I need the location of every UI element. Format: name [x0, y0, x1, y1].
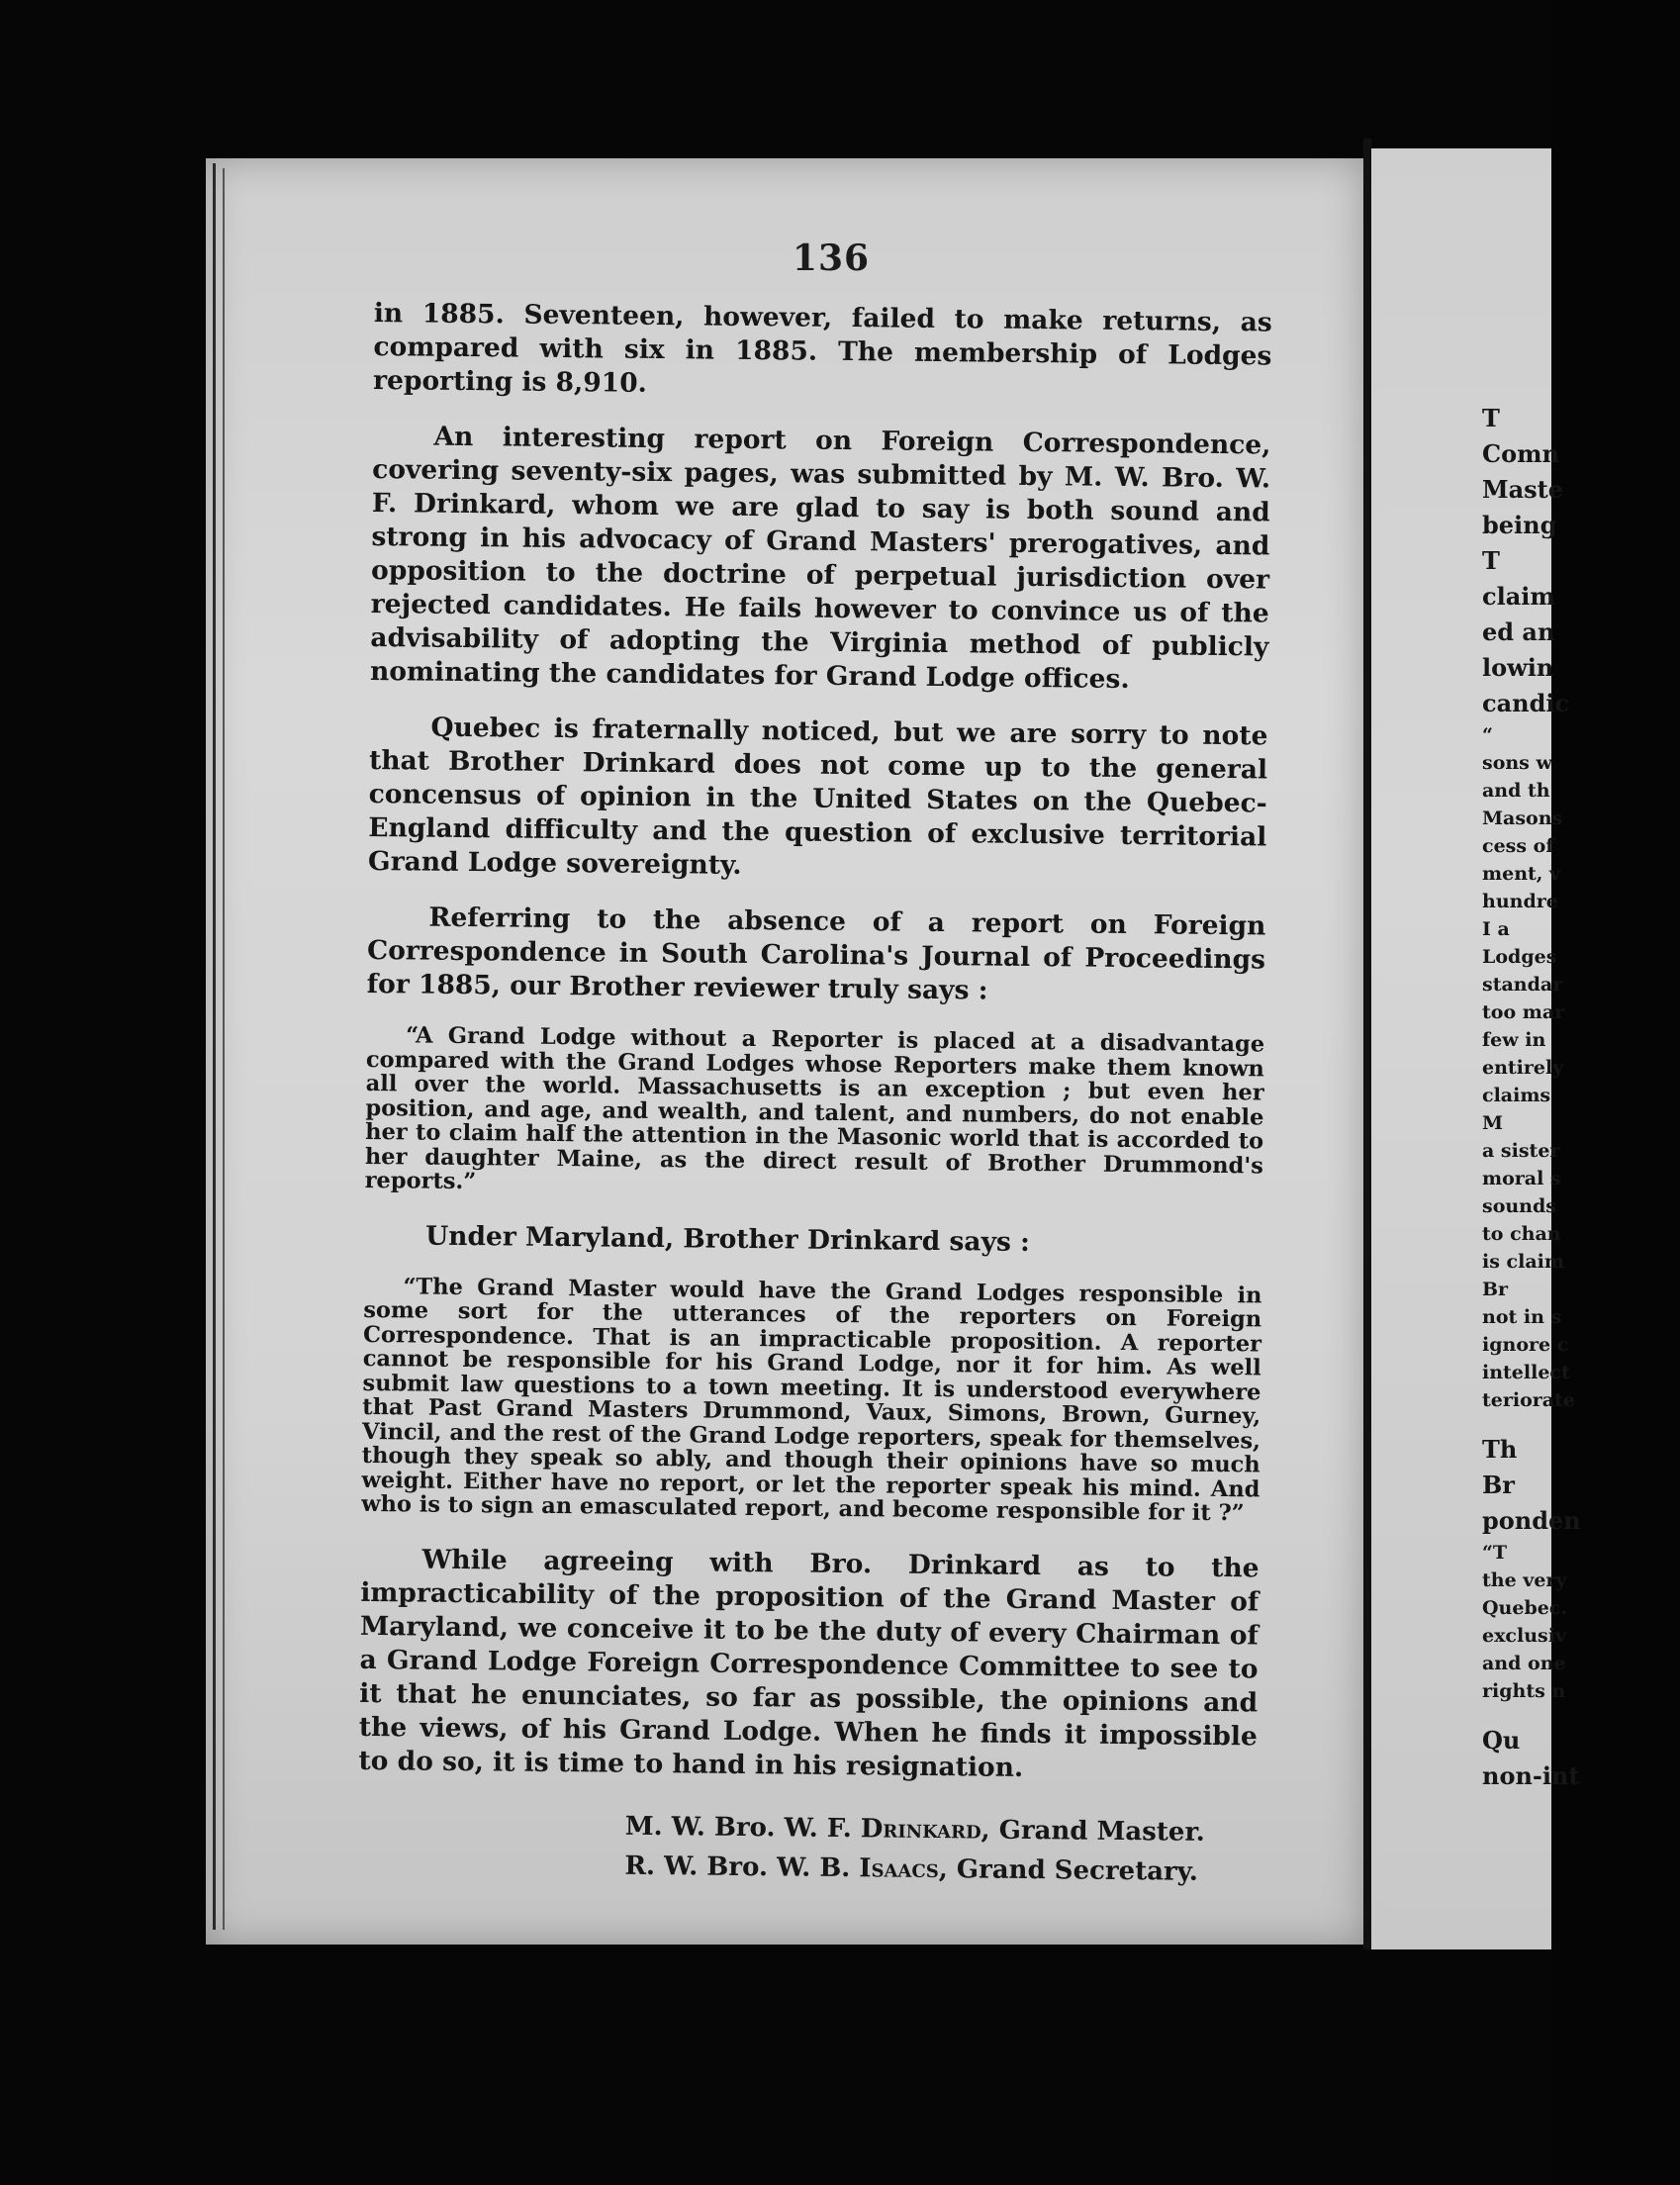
right-line: T — [1482, 404, 1500, 432]
book-spine — [1363, 139, 1371, 1949]
right-line: is claim — [1482, 1251, 1564, 1273]
right-line: I a — [1482, 918, 1510, 940]
right-line: ignore c — [1482, 1334, 1569, 1356]
paragraph-2: An interesting report on Foreign Correspondence, covering seventy-six pages, was submitted by M. W. Bro. W. F. Drinkard, whom we are glad to say is both sound and strong in his advocacy of Grand Masters' prerogatives, and opposition to the doctrine of perpetual jurisdiction over rejected candidates. He fails however to convince us of the advisability of adopting the Virginia method of publicly nominating the candidates for Grand Lodge offices. — [369, 421, 1271, 696]
grand-secretary-name: Isaacs — [859, 1852, 939, 1884]
right-line: “ — [1482, 724, 1493, 746]
right-line: lowin — [1482, 653, 1554, 682]
paragraph-5: Under Maryland, Brother Drinkard says : — [424, 1220, 1031, 1258]
right-line: non-int — [1482, 1761, 1580, 1790]
right-line: ponden — [1482, 1506, 1581, 1535]
right-line: being — [1482, 511, 1557, 539]
right-line: Qu — [1482, 1726, 1521, 1755]
right-line: a sister — [1482, 1140, 1560, 1162]
paragraph-3: Quebec is fraternally noticed, but we are sorry to note that Brother Drinkard does not come up to the general concensus of opinion in the United States on the Quebec-England difficulty and the question of exclusive territorial Grand Lodge sovereignty. — [367, 712, 1268, 881]
right-line: claim — [1482, 582, 1555, 611]
right-line: Br — [1482, 1471, 1515, 1499]
right-line: cess of — [1482, 835, 1554, 857]
grand-master-signature — [625, 1806, 1257, 1852]
right-line: sons w — [1482, 752, 1552, 774]
right-line: Comn — [1482, 439, 1559, 468]
right-line: and one — [1482, 1653, 1566, 1674]
right-line: candic — [1482, 689, 1570, 717]
right-line: Th — [1482, 1435, 1518, 1464]
grand-master-prefix: M. W. Bro. W. F. — [624, 1811, 861, 1844]
right-line: few in — [1482, 1029, 1546, 1051]
page-body — [357, 297, 1272, 1892]
right-line: standar — [1482, 974, 1563, 996]
signature-block — [357, 1803, 1257, 1892]
right-line: ment, v — [1482, 863, 1561, 885]
grand-secretary-prefix: R. W. Bro. W. B. — [624, 1851, 860, 1883]
grand-master-name: Drinkard — [860, 1813, 981, 1846]
right-line: Lodges — [1482, 946, 1557, 968]
right-line: Br — [1482, 1279, 1509, 1300]
right-line: sounds — [1482, 1195, 1556, 1217]
right-page-text — [1482, 401, 1680, 1794]
right-line: to chan — [1482, 1223, 1561, 1245]
right-line: and th — [1482, 780, 1550, 802]
right-line: hundre — [1482, 891, 1558, 912]
right-line: claims — [1482, 1085, 1551, 1106]
right-line: M — [1482, 1112, 1504, 1134]
grand-secretary-title: , Grand Secretary. — [938, 1853, 1199, 1887]
grand-master-title: , Grand Master. — [980, 1815, 1205, 1848]
right-line: Quebec. — [1482, 1597, 1568, 1619]
right-line: Maste — [1482, 475, 1563, 504]
quote-maryland: “The Grand Master would have the Grand Lodges responsible in some sort for the utterances of the reporters on Foreign Correspondence. That is an impracticable proposition. A reporter cannot be responsible for his Grand Lodge, nor it for him. As well submit law questions to a town meeting. It is understood everywhere that Past Grand Masters Drummond, Vaux, Simons, Brown, Gurney, Vincil, and the rest of the Grand Lodge reporters, speak for themselves, though they speak so ably, and though their opinions have so much weight. Either have no report, or let the reporter speak his mind. And who is to sign an emasculated report, and become responsible for it ?” — [361, 1273, 1262, 1527]
right-line: exclusiv — [1482, 1625, 1566, 1647]
right-line: ed an — [1482, 618, 1555, 646]
page-number: 136 — [792, 238, 871, 279]
page-edge-line — [213, 163, 216, 1930]
right-line: rights n — [1482, 1680, 1566, 1702]
grand-secretary-signature — [624, 1846, 1256, 1892]
right-line: “T — [1482, 1542, 1508, 1564]
right-line: the very — [1482, 1569, 1567, 1591]
paragraph-1: in 1885. Seventeen, however, failed to make returns, as compared with six in 1885. The membership of Lodges reporting is 8,910. — [372, 297, 1272, 399]
right-line: teriorate — [1482, 1389, 1575, 1411]
page-edge-line-inner — [223, 168, 225, 1930]
right-line: too mar — [1482, 1001, 1565, 1023]
right-line: Masons — [1482, 808, 1563, 829]
right-line: intellect — [1482, 1362, 1570, 1383]
right-line: entirely — [1482, 1057, 1564, 1079]
quote-south-carolina: “A Grand Lodge without a Reporter is placed at a disadvantage compared with the Grand Lodges whose Reporters make them known all over the world. Massachusetts is an exception ; but even her position, and age, and wealth, and talent, and numbers, do not enable her to claim half the attention in the Masonic world that is accorded to her daughter Maine, as the direct result of Brother Drummond's reports.” — [364, 1022, 1265, 1195]
right-line: not in s — [1482, 1306, 1562, 1328]
paragraph-4: Referring to the absence of a report on Foreign Correspondence in South Carolina's Journal of Proceedings for 1885, our Brother reviewer truly says : — [366, 902, 1266, 1006]
right-line: T — [1482, 546, 1500, 575]
paragraph-6: While agreeing with Bro. Drinkard as to the impracticability of the proposition of the Grand Master of Maryland, we conceive it to be the duty of every Chairman of a Grand Lodge Foreign Correspondence Committee to see to it that he enunciates, so far as possible, the opinions and the views, of his Grand Lodge. When he finds it impossible to do so, it is time to hand in his resignation. — [358, 1544, 1260, 1783]
right-line: moral s — [1482, 1168, 1561, 1189]
